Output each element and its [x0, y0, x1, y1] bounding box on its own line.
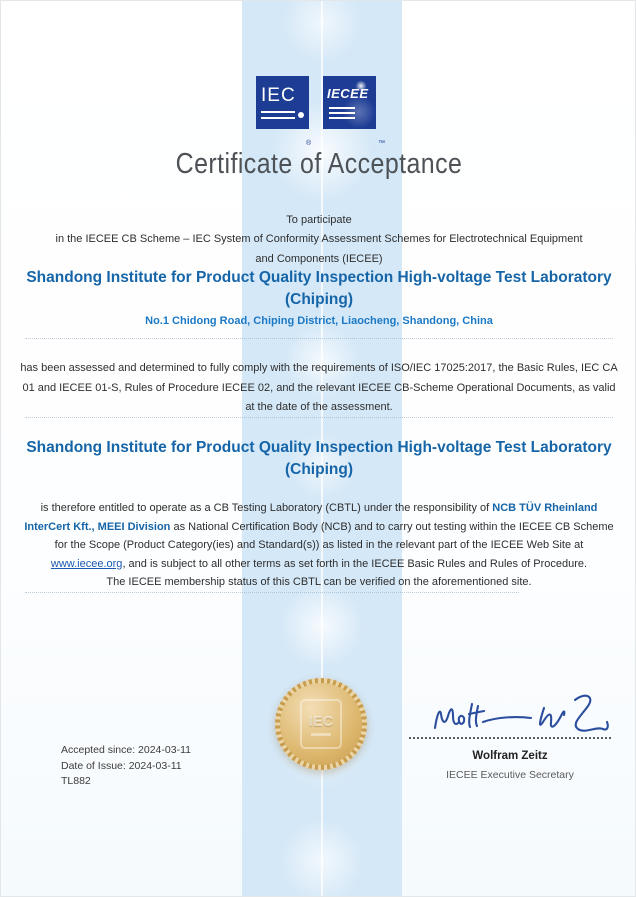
laboratory-name-line2: (Chiping): [284, 461, 353, 478]
certificate-metadata: [61, 743, 191, 790]
membership-note: The IECEE membership status of this CBTL can be verified on the aforementioned site.: [106, 576, 532, 588]
iec-logo-dot: [298, 112, 304, 118]
section-divider: [25, 417, 613, 418]
iecee-logo-icon: [323, 76, 376, 129]
signer-name: Wolfram Zeitz: [472, 750, 548, 762]
registered-trademark-symbol: ®: [306, 140, 312, 147]
iec-logo-icon: [256, 76, 309, 129]
iec-logo-line: [261, 111, 295, 113]
entitlement-text: as National Certification Body (NCB) and to carry out testing within the IECEE CB Scheme for the Scope (Product Category(ies) and Standard(s)) as listed in the relevant part of the IECEE Web Site at: [54, 520, 614, 551]
signature-dotted-line: [409, 737, 611, 739]
gold-seal-face: [280, 683, 362, 765]
entitlement-text: is therefore entitled to operate as a CB Testing Laboratory (CBTL) under the responsibility of: [40, 502, 493, 514]
entitlement-text: , and is subject to all other terms as set forth in the IECEE Basic Rules and Rules of Procedure.: [122, 557, 588, 570]
scheme-description: in the IECEE CB Scheme – IEC System of Conformity Assessment Schemes for Electrotechnical Equipment and Components (IECEE): [55, 233, 583, 265]
accepted-since: Accepted since: 2024-03-11: [61, 744, 191, 756]
certificate-title: Certificate of Acceptance: [175, 148, 463, 180]
signature-icon: [425, 685, 615, 741]
seal-monogram-text: IEC: [308, 712, 334, 730]
seal-iec-monogram: [300, 699, 342, 749]
trademark-symbol: ™: [378, 140, 385, 147]
gold-seal-icon: [275, 678, 367, 770]
seal-monogram-bar: [311, 733, 331, 736]
iecee-logo-line: [329, 112, 355, 114]
intro-line: To participate: [286, 214, 352, 226]
ncb-name: NCB TÜV Rheinland InterCert Kft., MEEI Division: [24, 502, 598, 533]
laboratory-name-repeat: [1, 437, 636, 481]
signer-title: IECEE Executive Secretary: [446, 769, 574, 781]
laboratory-name: [1, 267, 636, 311]
entitlement-paragraph: [24, 499, 614, 573]
iec-logo-line: [261, 117, 295, 119]
laboratory-name-line1: Shandong Institute for Product Quality Inspection High-voltage Test Laboratory: [26, 269, 612, 286]
reference-number: TL882: [61, 775, 91, 787]
iecee-logo-line: [329, 107, 355, 109]
iecee-logo-text: IECEE: [327, 86, 369, 101]
section-divider: [25, 338, 613, 339]
laboratory-address: No.1 Chidong Road, Chiping District, Liaocheng, Shandong, China: [145, 315, 493, 327]
laboratory-name-line2: (Chiping): [284, 291, 353, 308]
iecee-website-link[interactable]: www.iecee.org: [50, 557, 123, 570]
iecee-logo-line: [329, 117, 355, 119]
section-divider: [25, 592, 519, 593]
compliance-paragraph: has been assessed and determined to fully comply with the requirements of ISO/IEC 17025:2017, the Basic Rules, IEC CA 01 and IECEE 01-S, Rules of Procedure IECEE 02, and the relevant IECEE CB-Scheme Operational Documents, as valid at the date of the assessment.: [20, 362, 618, 413]
date-of-issue: Date of Issue: 2024-03-11: [61, 759, 182, 772]
iec-logo-text: IEC: [261, 85, 296, 106]
laboratory-name-line1: Shandong Institute for Product Quality Inspection High-voltage Test Laboratory: [26, 439, 612, 456]
